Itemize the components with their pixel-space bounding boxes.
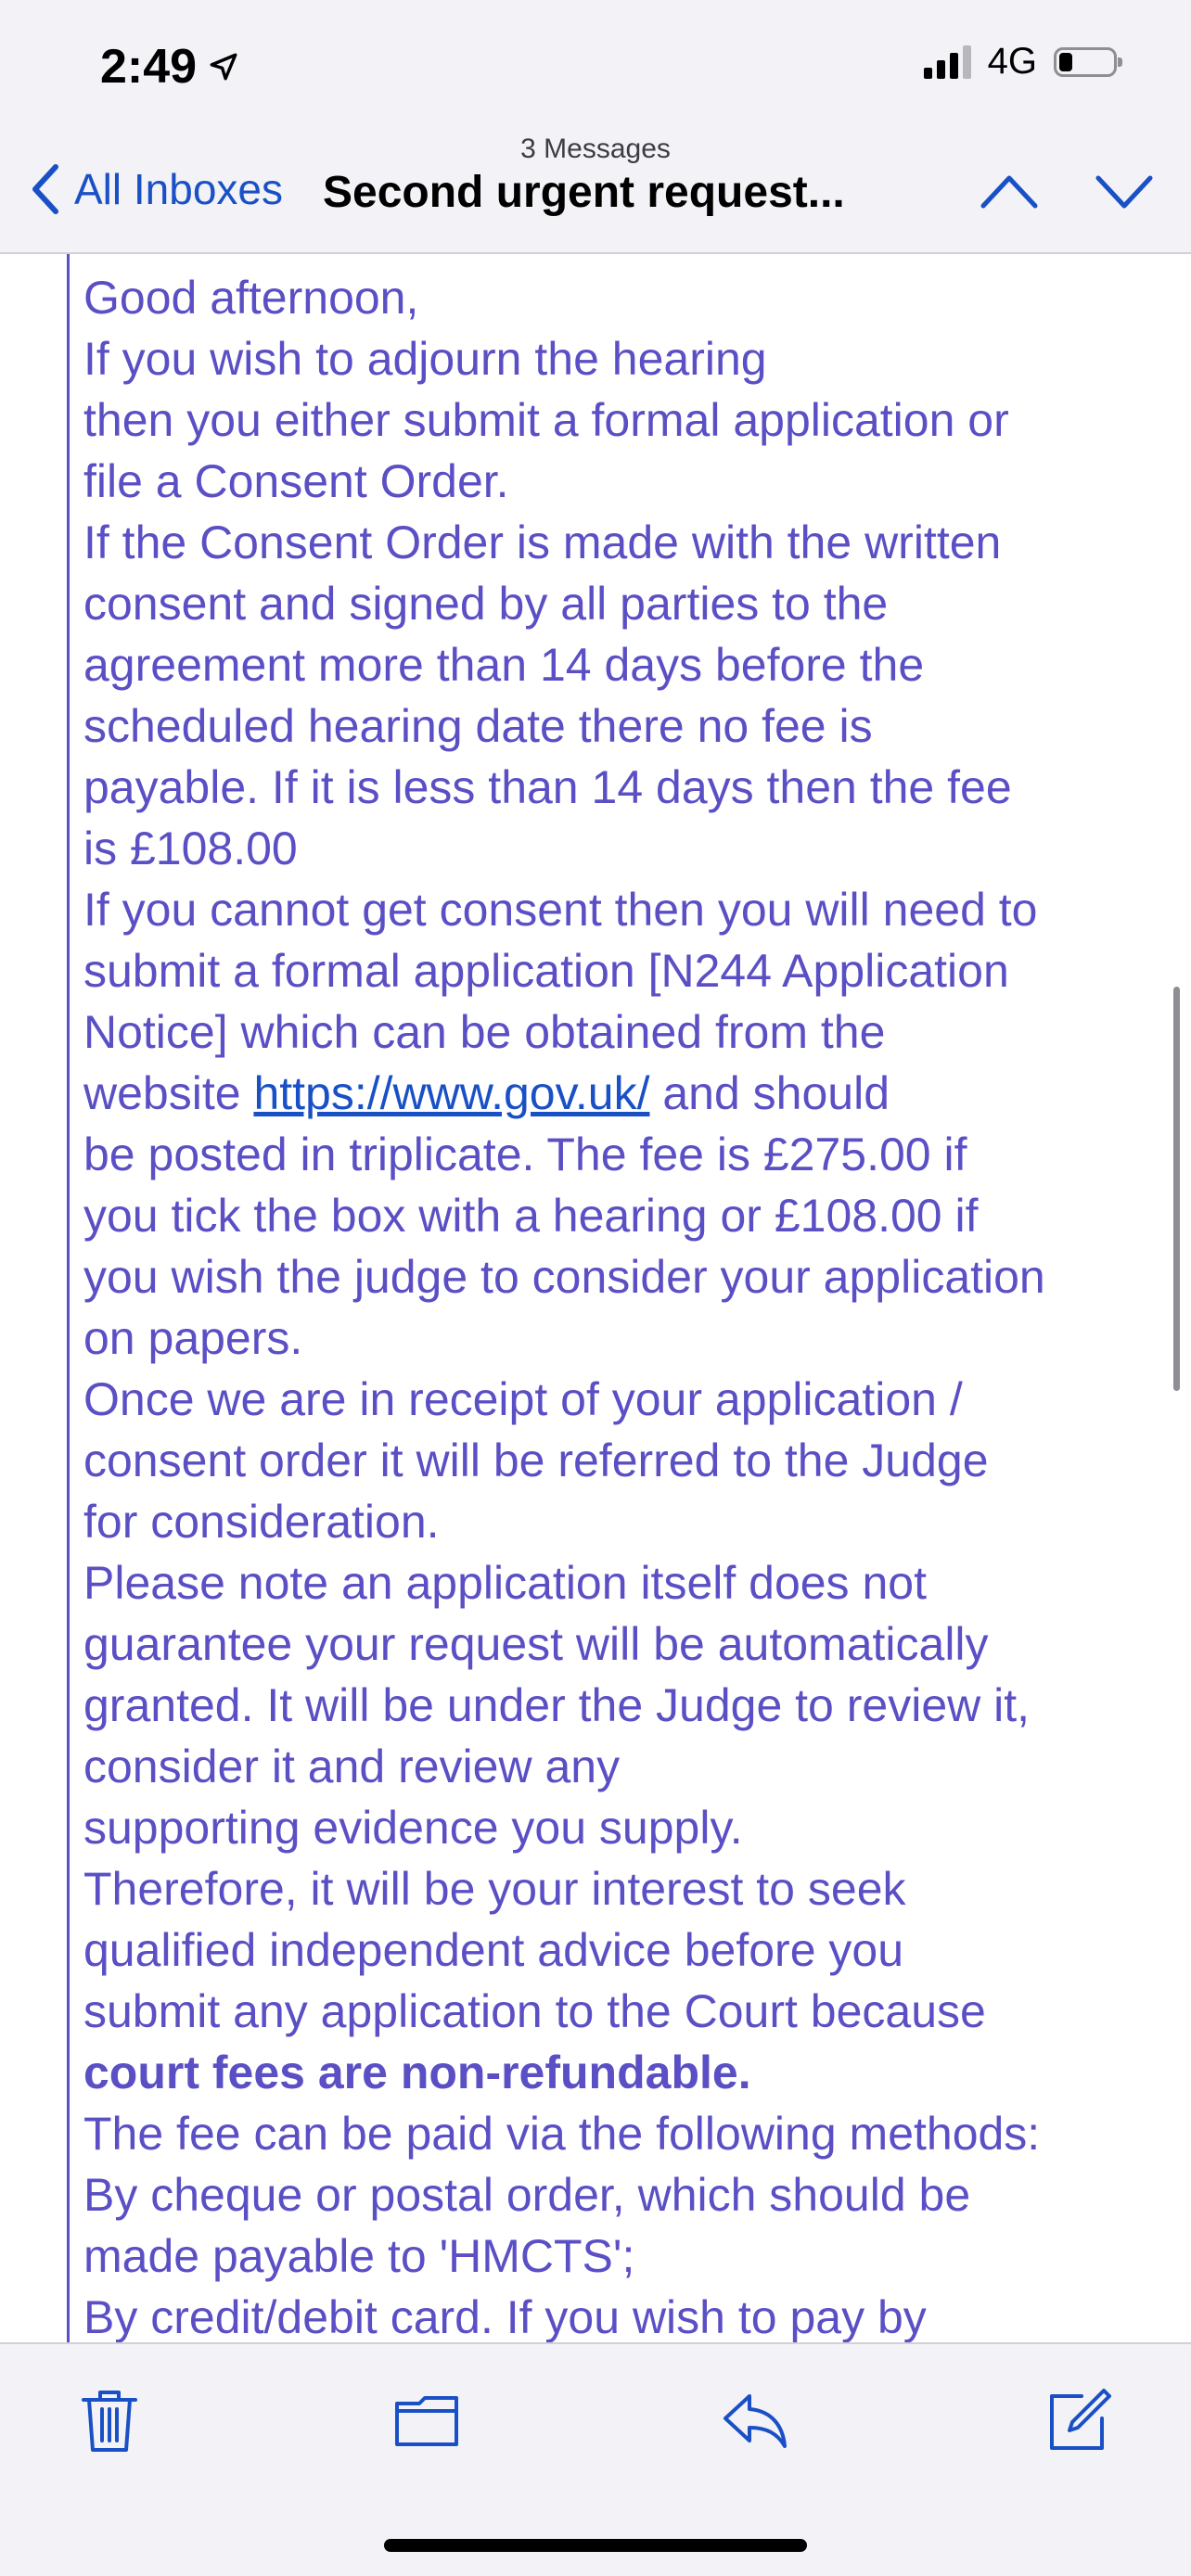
quoted-text xyxy=(83,267,1169,2342)
location-arrow-icon xyxy=(208,51,239,83)
mail-nav-bar xyxy=(0,130,1191,254)
body-line: for consideration. xyxy=(83,1496,440,1548)
body-line: consent order it will be referred to the Judge xyxy=(83,1435,989,1486)
clock xyxy=(100,39,239,95)
body-line: By credit/debit card. If you wish to pay by xyxy=(83,2291,927,2342)
body-line: be posted in triplicate. The fee is £275.00 if xyxy=(83,1129,967,1180)
body-line: consent and signed by all parties to the xyxy=(83,578,889,630)
reply-icon[interactable] xyxy=(718,2383,792,2457)
message-nav-arrows xyxy=(980,169,1154,213)
body-line: then you either submit a formal application or xyxy=(83,394,1009,446)
previous-message-chevron-up-icon[interactable] xyxy=(980,169,1039,213)
message-count: 3 Messages xyxy=(520,134,671,164)
body-line: If the Consent Order is made with the written xyxy=(83,516,1002,568)
folder-icon[interactable] xyxy=(391,2383,466,2457)
message-body[interactable] xyxy=(0,254,1191,2342)
compose-icon[interactable] xyxy=(1041,2383,1115,2457)
back-label: All Inboxes xyxy=(74,165,284,213)
thread-subject: Second urgent request... xyxy=(323,168,845,217)
gov-uk-link[interactable]: https://www.gov.uk/ xyxy=(253,1067,650,1119)
body-line: submit a formal application [N244 Application xyxy=(83,945,1009,997)
line-text: website xyxy=(83,1067,254,1119)
chevron-left-icon xyxy=(30,163,61,215)
body-line: granted. It will be under the Judge to review it, xyxy=(83,1679,1031,1731)
body-line: on papers. xyxy=(83,1312,303,1364)
bold-warning-text: court fees are non-refundable. xyxy=(83,2047,751,2098)
scrollbar[interactable] xyxy=(1173,987,1180,1391)
body-line: made payable to 'HMCTS'; xyxy=(83,2230,635,2282)
battery-icon xyxy=(1054,47,1117,77)
next-message-chevron-down-icon[interactable] xyxy=(1095,169,1154,213)
body-line: By cheque or postal order, which should be xyxy=(83,2169,971,2221)
body-line: guarantee your request will be automatically xyxy=(83,1618,989,1670)
body-line: is £108.00 xyxy=(83,823,298,874)
home-indicator xyxy=(384,2539,807,2552)
body-line: Once we are in receipt of your application / xyxy=(83,1373,963,1425)
cellular-signal-icon xyxy=(924,45,971,79)
body-line: you wish the judge to consider your application xyxy=(83,1251,1045,1303)
body-line: qualified independent advice before you xyxy=(83,1924,904,1976)
body-line: Notice] which can be obtained from the xyxy=(83,1006,886,1058)
body-line: agreement more than 14 days before the xyxy=(83,639,925,691)
body-line: you tick the box with a hearing or £108.00 if xyxy=(83,1190,979,1242)
body-line: Therefore, it will be your interest to seek xyxy=(83,1863,906,1915)
body-line: supporting evidence you supply. xyxy=(83,1802,743,1854)
quote-bar xyxy=(67,254,70,2342)
time-text: 2:49 xyxy=(100,40,198,94)
status-indicators xyxy=(924,41,1117,83)
body-line: Good afternoon, xyxy=(83,272,419,324)
body-line: If you wish to adjourn the hearing xyxy=(83,333,767,385)
body-line: scheduled hearing date there no fee is xyxy=(83,700,873,752)
trash-icon[interactable] xyxy=(72,2383,147,2457)
body-line: file a Consent Order. xyxy=(83,455,509,507)
body-line: Please note an application itself does not xyxy=(83,1557,927,1609)
body-line: If you cannot get consent then you will need to xyxy=(83,884,1038,936)
body-line xyxy=(83,1063,1169,1124)
body-line: The fee can be paid via the following methods: xyxy=(83,2108,1041,2160)
body-line: consider it and review any xyxy=(83,1741,621,1792)
back-button[interactable] xyxy=(30,163,283,215)
line-text: and should xyxy=(649,1067,890,1119)
body-line xyxy=(83,2042,1169,2103)
body-line: payable. If it is less than 14 days then the fee xyxy=(83,761,1012,813)
network-type: 4G xyxy=(987,41,1037,82)
body-line: submit any application to the Court because xyxy=(83,1985,986,2037)
status-bar xyxy=(0,0,1191,130)
